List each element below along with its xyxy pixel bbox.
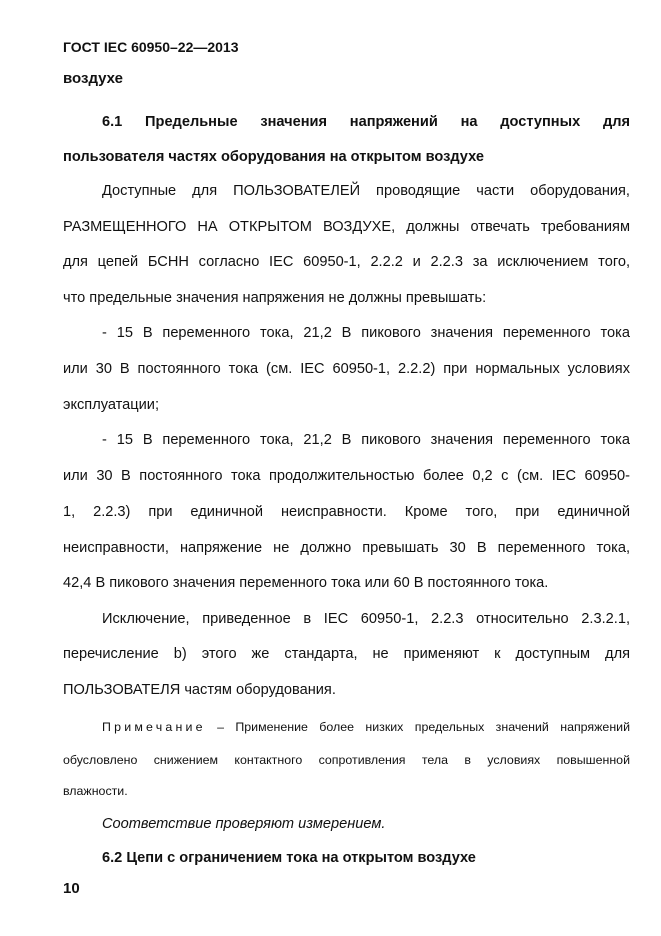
exception-line: Исключение, приведенное в IEC 60950-1, 2.2.3 относительно 2.3.2.1, xyxy=(102,611,630,627)
paragraph-line: РАЗМЕЩЕННОГО НА ОТКРЫТОМ ВОЗДУХЕ, должны отвечать требованиям xyxy=(63,219,630,235)
list-item-line: эксплуатации; xyxy=(63,397,159,413)
list-item-line: 42,4 В пикового значения переменного тока или 60 В постоянного тока. xyxy=(63,575,549,591)
continued-heading-text: воздухе xyxy=(63,70,123,87)
list-item-line: неисправности, напряжение не должно превышать 30 В переменного тока, xyxy=(63,540,630,556)
note-text: – Применение более низких предельных значений напряжений xyxy=(205,720,630,734)
section-6-1-title-line-2: пользователя частях оборудования на открытом воздухе xyxy=(63,149,484,165)
paragraph-line: что предельные значения напряжения не должны превышать: xyxy=(63,290,487,306)
list-item-line: - 15 В переменного тока, 21,2 В пикового значения переменного тока xyxy=(102,432,630,448)
exception-line: перечисление b) этого же стандарта, не применяют к доступным для xyxy=(63,646,630,662)
exception-line: ПОЛЬЗОВАТЕЛЯ частям оборудования. xyxy=(63,682,336,698)
list-item-line: 1, 2.2.3) при единичной неисправности. Кроме того, при единичной xyxy=(63,504,630,520)
note-line-1 xyxy=(102,720,630,734)
paragraph-line: для цепей БСНН согласно IEC 60950-1, 2.2.2 и 2.2.3 за исключением того, xyxy=(63,254,630,270)
note-label: Примечание xyxy=(102,720,206,734)
page-number: 10 xyxy=(63,880,80,897)
note-line-3: влажности. xyxy=(63,784,128,798)
list-item-line: или 30 В постоянного тока продолжительностью более 0,2 с (см. IEC 60950- xyxy=(63,468,630,484)
document-header: ГОСТ IEC 60950–22—2013 xyxy=(63,39,239,55)
list-item-line: - 15 В переменного тока, 21,2 В пикового значения переменного тока xyxy=(102,325,630,341)
paragraph-line: Доступные для ПОЛЬЗОВАТЕЛЕЙ проводящие части оборудования, xyxy=(102,183,630,199)
section-6-1-title-line-1: 6.1 Предельные значения напряжений на доступных для xyxy=(102,114,630,130)
note-line-2: обусловлено снижением контактного сопротивления тела в условиях повышенной xyxy=(63,753,630,767)
list-item-line: или 30 В постоянного тока (см. IEC 60950-1, 2.2.2) при нормальных условиях xyxy=(63,361,630,377)
compliance-text: Соответствие проверяют измерением. xyxy=(102,816,386,832)
section-6-2-title: 6.2 Цепи с ограничением тока на открытом воздухе xyxy=(102,850,476,866)
